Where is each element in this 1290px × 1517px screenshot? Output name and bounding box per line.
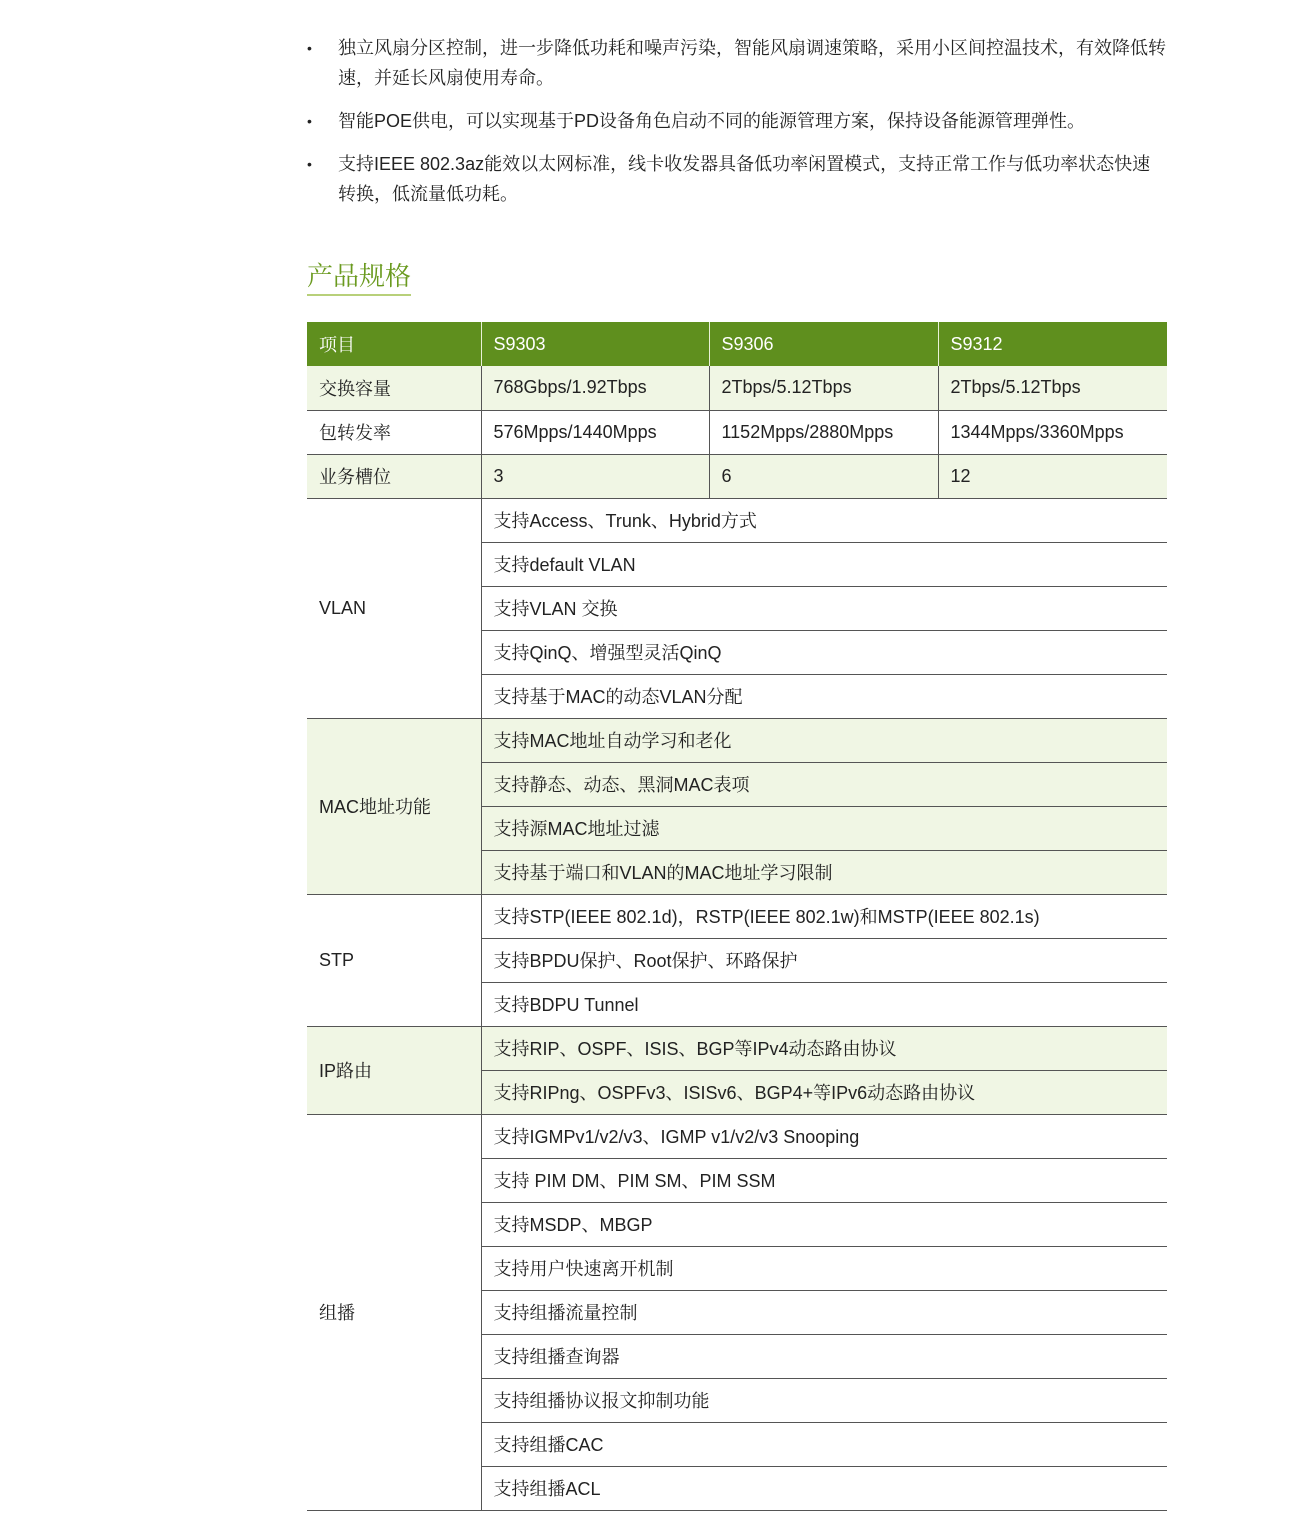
feature-cell: 支持基于MAC的动态VLAN分配 — [481, 674, 1167, 718]
feature-cell: 支持用户快速离开机制 — [481, 1246, 1167, 1290]
bullet-text: 独立风扇分区控制，进一步降低功耗和噪声污染，智能风扇调速策略，采用小区间控温技术，有效降低转速，并延长风扇使用寿命。 — [338, 38, 1166, 88]
feature-cell: 支持组播ACL — [481, 1466, 1167, 1510]
feature-cell: 支持组播查询器 — [481, 1334, 1167, 1378]
feature-cell: 支持RIP、OSPF、ISIS、BGP等IPv4动态路由协议 — [481, 1026, 1167, 1070]
table-cell: 576Mpps/1440Mpps — [481, 410, 709, 454]
bullet-text: 智能POE供电，可以实现基于PD设备角色启动不同的能源管理方案，保持设备能源管理弹性。 — [338, 111, 1086, 131]
table-cell: 6 — [709, 454, 938, 498]
feature-cell: 支持组播CAC — [481, 1422, 1167, 1466]
group-label: VLAN — [307, 498, 481, 718]
bullet-dot-icon: • — [307, 40, 312, 56]
table-cell: 1152Mpps/2880Mpps — [709, 410, 938, 454]
feature-cell: 支持 PIM DM、PIM SM、PIM SSM — [481, 1158, 1167, 1202]
group-label: MAC地址功能 — [307, 718, 481, 894]
bullet-dot-icon: • — [307, 113, 312, 129]
table-cell: 12 — [938, 454, 1167, 498]
table-row — [307, 1114, 1167, 1158]
table-cell: 3 — [481, 454, 709, 498]
feature-cell: 支持BPDU保护、Root保护、环路保护 — [481, 938, 1167, 982]
table-row — [307, 410, 1167, 454]
feature-cell: 支持QinQ、增强型灵活QinQ — [481, 630, 1167, 674]
feature-cell: 支持Access、Trunk、Hybrid方式 — [481, 498, 1167, 542]
table-cell: 1344Mpps/3360Mpps — [938, 410, 1167, 454]
feature-cell: 支持源MAC地址过滤 — [481, 806, 1167, 850]
table-row — [307, 718, 1167, 762]
group-label: STP — [307, 894, 481, 1026]
feature-cell: 支持STP(IEEE 802.1d)，RSTP(IEEE 802.1w)和MSTP(IEEE 802.1s) — [481, 894, 1167, 938]
bullet-text: 支持IEEE 802.3az能效以太网标准，线卡收发器具备低功率闲置模式，支持正常工作与低功率状态快速转换，低流量低功耗。 — [338, 154, 1151, 204]
row-label: 交换容量 — [307, 366, 481, 410]
table-cell: 2Tbps/5.12Tbps — [938, 366, 1167, 410]
row-label: 业务槽位 — [307, 454, 481, 498]
group-label: IP路由 — [307, 1026, 481, 1114]
table-row — [307, 498, 1167, 542]
bullet-dot-icon: • — [307, 156, 312, 172]
table-row — [307, 1026, 1167, 1070]
feature-cell: 支持MSDP、MBGP — [481, 1202, 1167, 1246]
feature-cell: 支持default VLAN — [481, 542, 1167, 586]
table-header-row — [307, 322, 1167, 366]
feature-cell: 支持BDPU Tunnel — [481, 982, 1167, 1026]
feature-cell: 支持RIPng、OSPFv3、ISISv6、BGP4+等IPv6动态路由协议 — [481, 1070, 1167, 1114]
feature-cell: 支持静态、动态、黑洞MAC表项 — [481, 762, 1167, 806]
bullet-item — [307, 106, 1167, 136]
feature-cell: 支持组播流量控制 — [481, 1290, 1167, 1334]
group-label: 组播 — [307, 1114, 481, 1510]
header-cell: 项目 — [307, 322, 481, 366]
bullet-item — [307, 149, 1167, 209]
row-label: 包转发率 — [307, 410, 481, 454]
header-cell: S9312 — [938, 322, 1167, 366]
table-cell: 768Gbps/1.92Tbps — [481, 366, 709, 410]
table-row — [307, 454, 1167, 498]
feature-cell: 支持VLAN 交换 — [481, 586, 1167, 630]
feature-cell: 支持组播协议报文抑制功能 — [481, 1378, 1167, 1422]
feature-bullet-list — [307, 33, 1167, 222]
header-cell: S9303 — [481, 322, 709, 366]
bullet-item — [307, 33, 1167, 93]
section-title: 产品规格 — [307, 258, 411, 296]
feature-cell: 支持MAC地址自动学习和老化 — [481, 718, 1167, 762]
header-cell: S9306 — [709, 322, 938, 366]
feature-cell: 支持IGMPv1/v2/v3、IGMP v1/v2/v3 Snooping — [481, 1114, 1167, 1158]
table-cell: 2Tbps/5.12Tbps — [709, 366, 938, 410]
table-row — [307, 366, 1167, 410]
feature-cell: 支持基于端口和VLAN的MAC地址学习限制 — [481, 850, 1167, 894]
table-row — [307, 894, 1167, 938]
spec-table — [307, 322, 1167, 1511]
